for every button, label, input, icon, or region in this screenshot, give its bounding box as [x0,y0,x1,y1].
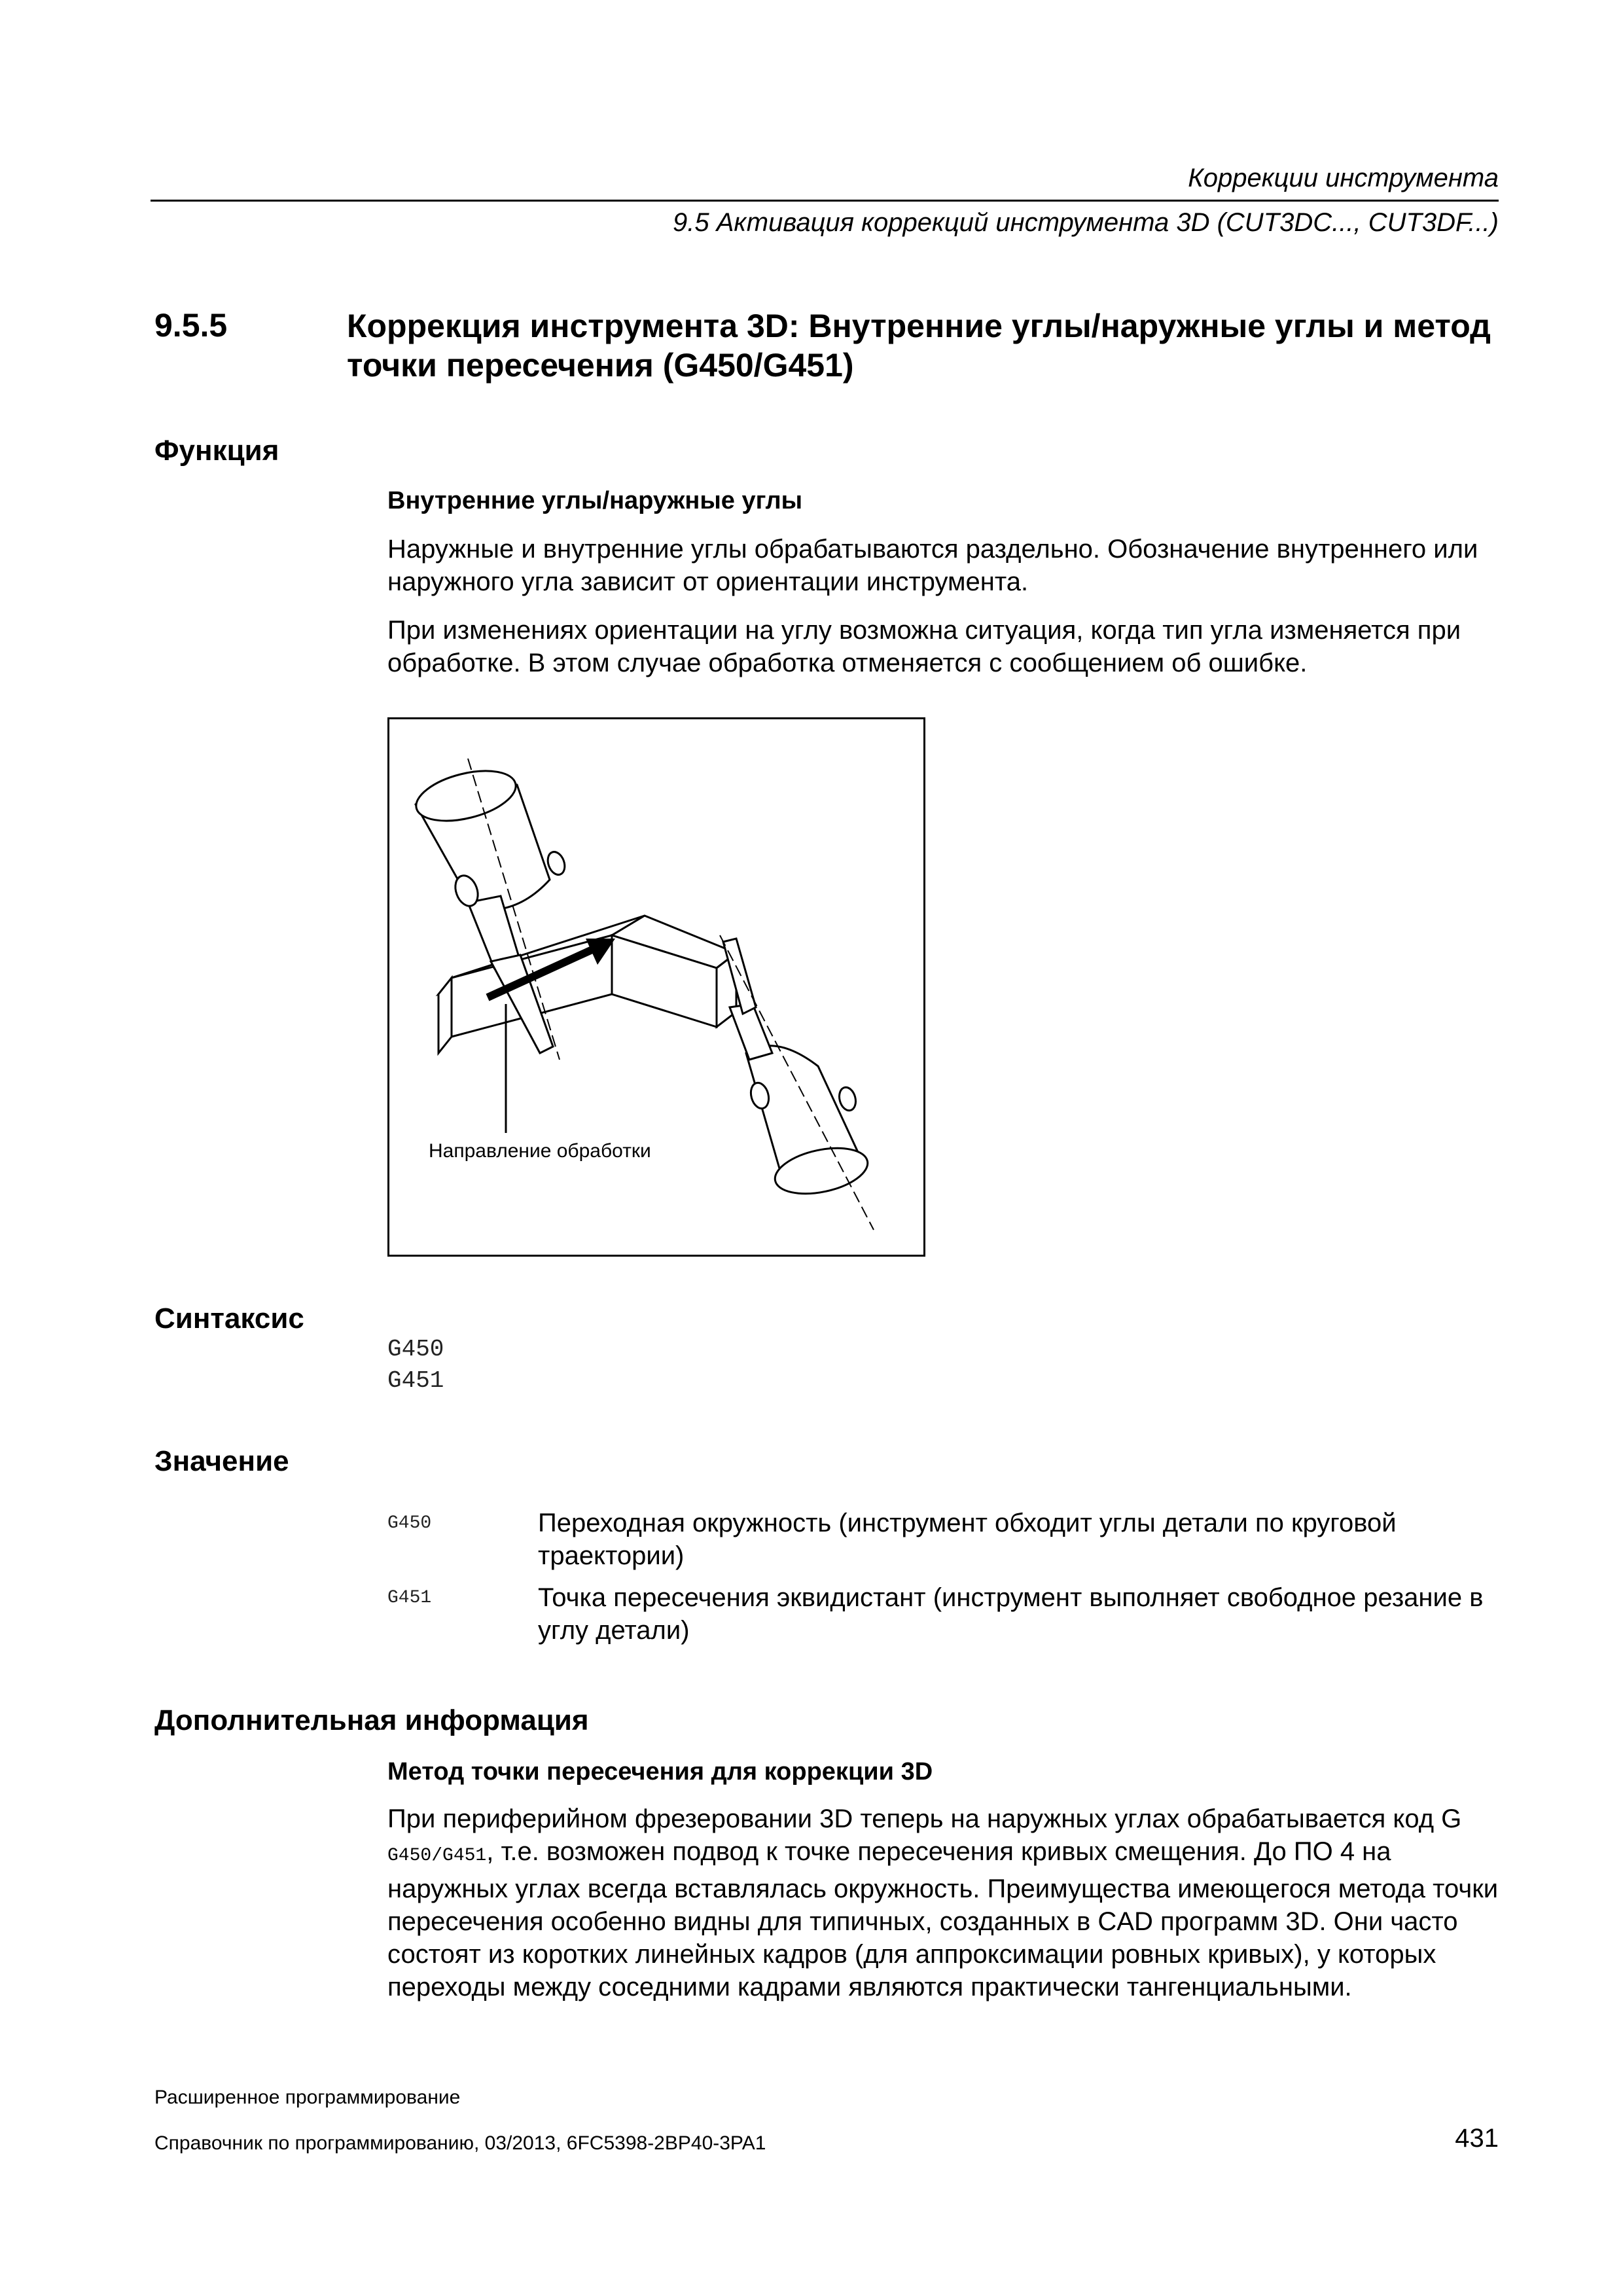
additional-inline-code: G450/G451 [387,1846,487,1866]
additional-paragraph [387,1803,1513,2003]
syntax-line-2: G451 [387,1367,444,1394]
workpiece-end-face [438,978,452,1053]
function-paragraph-1: Наружные и внутренние углы обрабатываются раздельно. Обозначение внутреннего или наружного угла зависит от ориентации инструмента. [387,535,1478,596]
footer-title: Расширенное программирование [154,2087,461,2108]
syntax-line-1: G450 [387,1336,444,1363]
footer-reference: Справочник по программированию, 03/2013, 6FC5398-2BP40-3PA1 [154,2132,766,2154]
section-number: 9.5.5 [154,307,228,344]
header-rule [151,200,1499,202]
additional-text-before: При периферийном фрезеровании 3D теперь на наружных углах обрабатывается код G [387,1804,1462,1833]
header-section: 9.5 Активация коррекций инструмента 3D (CUT3DC..., CUT3DF...) [673,208,1499,237]
meaning-heading: Значение [154,1445,289,1477]
meaning-term-g450: G450 [387,1513,432,1534]
meaning-desc-g450: Переходная окружность (инструмент обходит углы детали по круговой траектории) [538,1509,1397,1570]
figure-label: Направление обработки [429,1140,651,1162]
additional-text-after: , т.е. возможен подвод к точке пересечения кривых смещения. До ПО 4 на наружных углах всегда вставлялась окружность. Преимущества имеющегося метода точки пересечения особенно видны для типичных, созданных в CAD программ 3D. Они часто состоят из коротких линейных кадров (для аппроксимации ровных кривых), у которых переходы между соседними кадрами являются практически тангенциальными. [387,1837,1499,2001]
function-heading: Функция [154,435,279,467]
additional-heading: Дополнительная информация [154,1704,589,1736]
machining-direction-figure [387,717,925,1257]
syntax-heading: Синтаксис [154,1302,304,1335]
meaning-desc-g451: Точка пересечения эквидистант (инструмент выполняет свободное резание в углу детали) [538,1583,1484,1645]
additional-subheading: Метод точки пересечения для коррекции 3D [387,1758,933,1785]
meaning-term-g451: G451 [387,1588,432,1608]
lower-tool-shank [730,1004,772,1060]
header-chapter: Коррекции инструмента [1188,164,1499,192]
function-subheading: Внутренние углы/наружные углы [387,487,803,514]
tool-corner-illustration [389,719,923,1255]
lower-holder-hole [837,1086,858,1113]
function-paragraph-2: При изменениях ориентации на углу возможна ситуация, когда тип угла изменяется при обработке. В этом случае обработка отменяется с сообщением об ошибке. [387,616,1461,677]
section-title: Коррекция инструмента 3D: Внутренние углы/наружные углы и метод точки пересечения (G450/G451) [347,308,1491,384]
page-number: 431 [1455,2124,1499,2153]
